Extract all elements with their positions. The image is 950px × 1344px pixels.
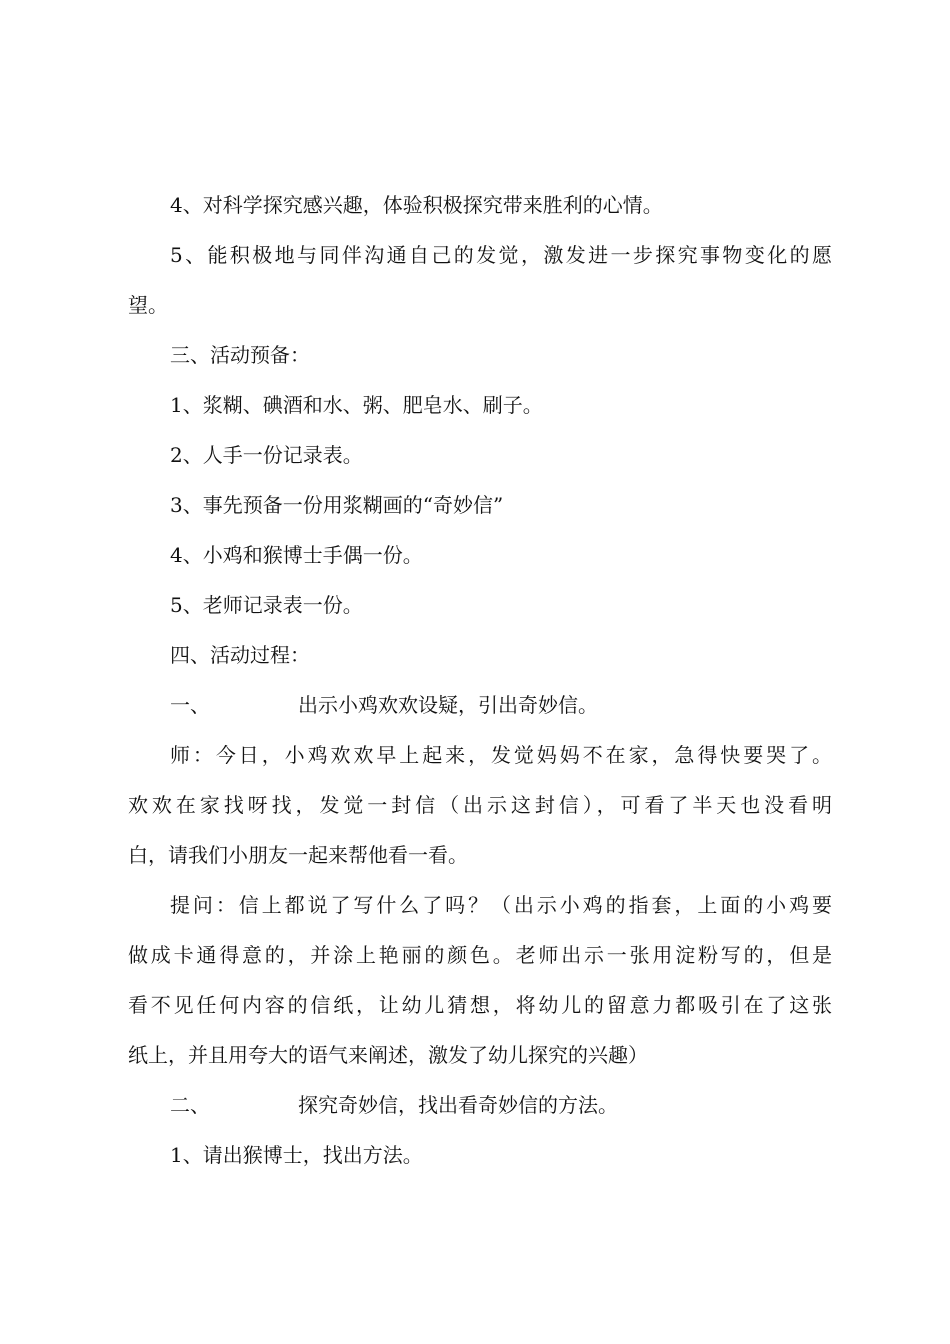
prep-item-5: 5、老师记录表一份。 xyxy=(170,593,363,617)
objective-4: 4、对科学探究感兴趣，体验积极探究带来胜利的心情。 xyxy=(170,193,663,217)
section-heading-preparation: 三、活动预备： xyxy=(170,343,310,367)
sub-step-1: 1、请出猴博士，找出方法。 xyxy=(170,1143,423,1167)
step-text: 探究奇妙信，找出看奇妙信的方法。 xyxy=(298,1093,618,1117)
section-heading-process: 四、活动过程： xyxy=(170,643,310,667)
prep-item-1: 1、浆糊、碘酒和水、粥、肥皂水、刷子。 xyxy=(170,393,543,417)
teacher-speech-line-2: 欢欢在家找呀找，发觉一封信（出示这封信），可看了半天也没看明 xyxy=(128,793,832,817)
process-step-1-heading xyxy=(170,693,832,717)
teacher-speech-line-1: 师：今日，小鸡欢欢早上起来，发觉妈妈不在家，急得快要哭了。 xyxy=(170,743,832,767)
process-step-2-heading xyxy=(170,1093,832,1117)
question-line-1: 提问：信上都说了写什么了吗？（出示小鸡的指套，上面的小鸡要 xyxy=(170,893,832,917)
objective-5-line-2: 望。 xyxy=(128,293,168,317)
prep-item-3: 3、事先预备一份用浆糊画的“奇妙信” xyxy=(170,493,504,517)
question-line-4: 纸上，并且用夸大的语气来阐述，激发了幼儿探究的兴趣） xyxy=(128,1043,648,1067)
step-number: 一、 xyxy=(170,693,210,717)
question-line-2: 做成卡通得意的，并涂上艳丽的颜色。老师出示一张用淀粉写的，但是 xyxy=(128,943,832,967)
step-number: 二、 xyxy=(170,1093,210,1117)
teacher-speech-line-3: 白，请我们小朋友一起来帮他看一看。 xyxy=(128,843,468,867)
step-text: 出示小鸡欢欢设疑，引出奇妙信。 xyxy=(298,693,598,717)
question-line-3: 看不见任何内容的信纸，让幼儿猜想，将幼儿的留意力都吸引在了这张 xyxy=(128,993,832,1017)
prep-item-2: 2、人手一份记录表。 xyxy=(170,443,363,467)
prep-item-4: 4、小鸡和猴博士手偶一份。 xyxy=(170,543,423,567)
objective-5-line-1: 5、能积极地与同伴沟通自己的发觉，激发进一步探究事物变化的愿 xyxy=(170,243,832,267)
